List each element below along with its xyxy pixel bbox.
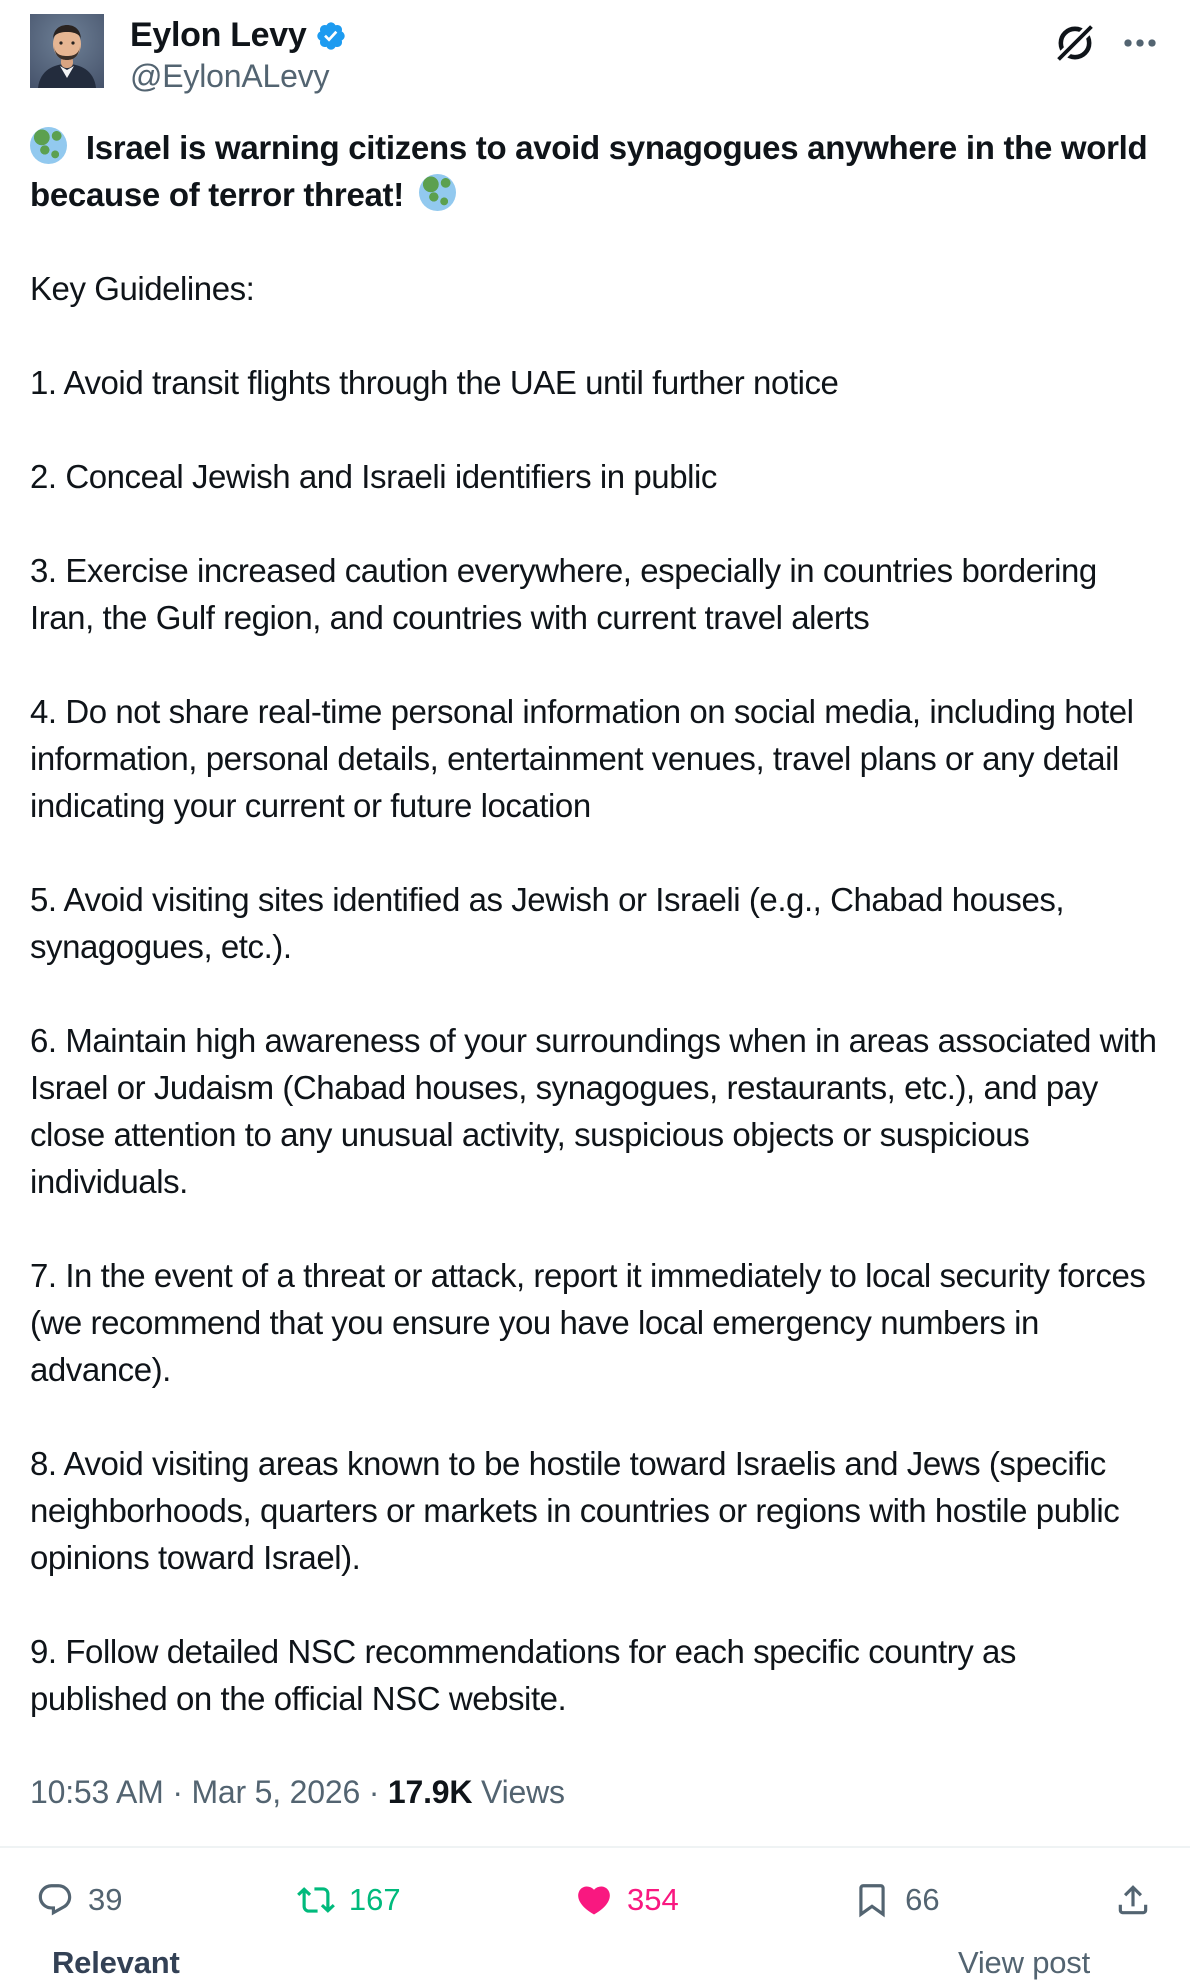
- like-count: 354: [627, 1882, 679, 1917]
- grok-icon: [1054, 22, 1096, 64]
- more-dots-icon: [1120, 23, 1160, 63]
- globe-emoji: [419, 174, 456, 211]
- reply-button[interactable]: [36, 1881, 122, 1919]
- tweet-paragraph: 9. Follow detailed NSC recommendations for each specific country as published on the official NSC website.: [30, 1633, 1016, 1717]
- tweet-paragraph: 2. Conceal Jewish and Israeli identifiers in public: [30, 458, 717, 495]
- avatar-photo: [30, 14, 104, 88]
- tweet-header: [0, 0, 1190, 96]
- repost-count: 167: [348, 1882, 401, 1917]
- globe-emoji: [30, 127, 67, 164]
- tweet-paragraph: 5. Avoid visiting sites identified as Jewish or Israeli (e.g., Chabad houses, synagogues, etc.).: [30, 881, 1065, 965]
- like-heart-icon: [575, 1881, 613, 1919]
- author-handle[interactable]: @EylonALevy: [130, 58, 330, 94]
- meta-separator: ·: [172, 1774, 192, 1810]
- clipped-left-text[interactable]: Relevant: [52, 1945, 180, 1980]
- clipped-bottom-row: [30, 1943, 1190, 1980]
- post-time: 10:53 AM: [30, 1774, 164, 1810]
- tweet-paragraph: Key Guidelines:: [30, 270, 255, 307]
- tweet-paragraph: 4. Do not share real-time personal information on social media, including hotel information, personal details, entertainment venues, travel plans or any detail indicating your current or future location: [30, 693, 1134, 824]
- tweet-paragraph: 8. Avoid visiting areas known to be hostile toward Israelis and Jews (specific neighborhoods, quarters or markets in countries or regions with hostile public opinions toward Israel).: [30, 1445, 1120, 1576]
- tweet-paragraph: 7. In the event of a threat or attack, report it immediately to local security forces (we recommend that you ensure you have local emergency numbers in advance).: [30, 1257, 1146, 1388]
- views-label: Views: [481, 1774, 565, 1810]
- verified-badge-icon: [315, 20, 347, 52]
- post-date: Mar 5, 2026: [191, 1774, 361, 1810]
- repost-icon: [297, 1881, 335, 1919]
- bookmark-count: 66: [905, 1882, 940, 1917]
- more-menu-button[interactable]: [1120, 23, 1160, 63]
- grok-button[interactable]: [1054, 22, 1096, 64]
- tweet-paragraph: 1. Avoid transit flights through the UAE until further notice: [30, 364, 839, 401]
- repost-button[interactable]: [297, 1881, 401, 1919]
- author-identity: [130, 14, 1054, 96]
- header-actions: [1054, 22, 1160, 64]
- timestamp-row[interactable]: [30, 1772, 1160, 1812]
- tweet-paragraphs: [30, 265, 1160, 1722]
- tweet-paragraph: 3. Exercise increased caution everywhere, especially in countries bordering Iran, the Gulf region, and countries with current travel alerts: [30, 552, 1097, 636]
- views-count: 17.9K: [387, 1774, 473, 1810]
- share-icon: [1114, 1881, 1152, 1919]
- share-button[interactable]: [1114, 1881, 1152, 1919]
- author-name[interactable]: Eylon Levy: [130, 16, 307, 54]
- meta-separator: ·: [368, 1774, 388, 1810]
- tweet-paragraph: 6. Maintain high awareness of your surroundings when in areas associated with Israel or Judaism (Chabad houses, synagogues, restaurants, etc.), and pay close attention to any unusual activity, suspicious objects or suspicious individuals.: [30, 1022, 1157, 1200]
- bookmark-icon: [853, 1881, 891, 1919]
- bookmark-button[interactable]: [853, 1881, 939, 1919]
- reply-count: 39: [88, 1882, 123, 1917]
- avatar[interactable]: [30, 14, 104, 88]
- reply-icon: [36, 1881, 74, 1919]
- action-bar: [0, 1848, 1190, 1932]
- tweet-body: [30, 124, 1160, 1722]
- clipped-right-text[interactable]: View post: [957, 1945, 1090, 1980]
- tweet-intro-paragraph: Israel is warning citizens to avoid synagogues anywhere in the world because of terror threat!: [30, 129, 1148, 213]
- like-button[interactable]: [575, 1881, 679, 1919]
